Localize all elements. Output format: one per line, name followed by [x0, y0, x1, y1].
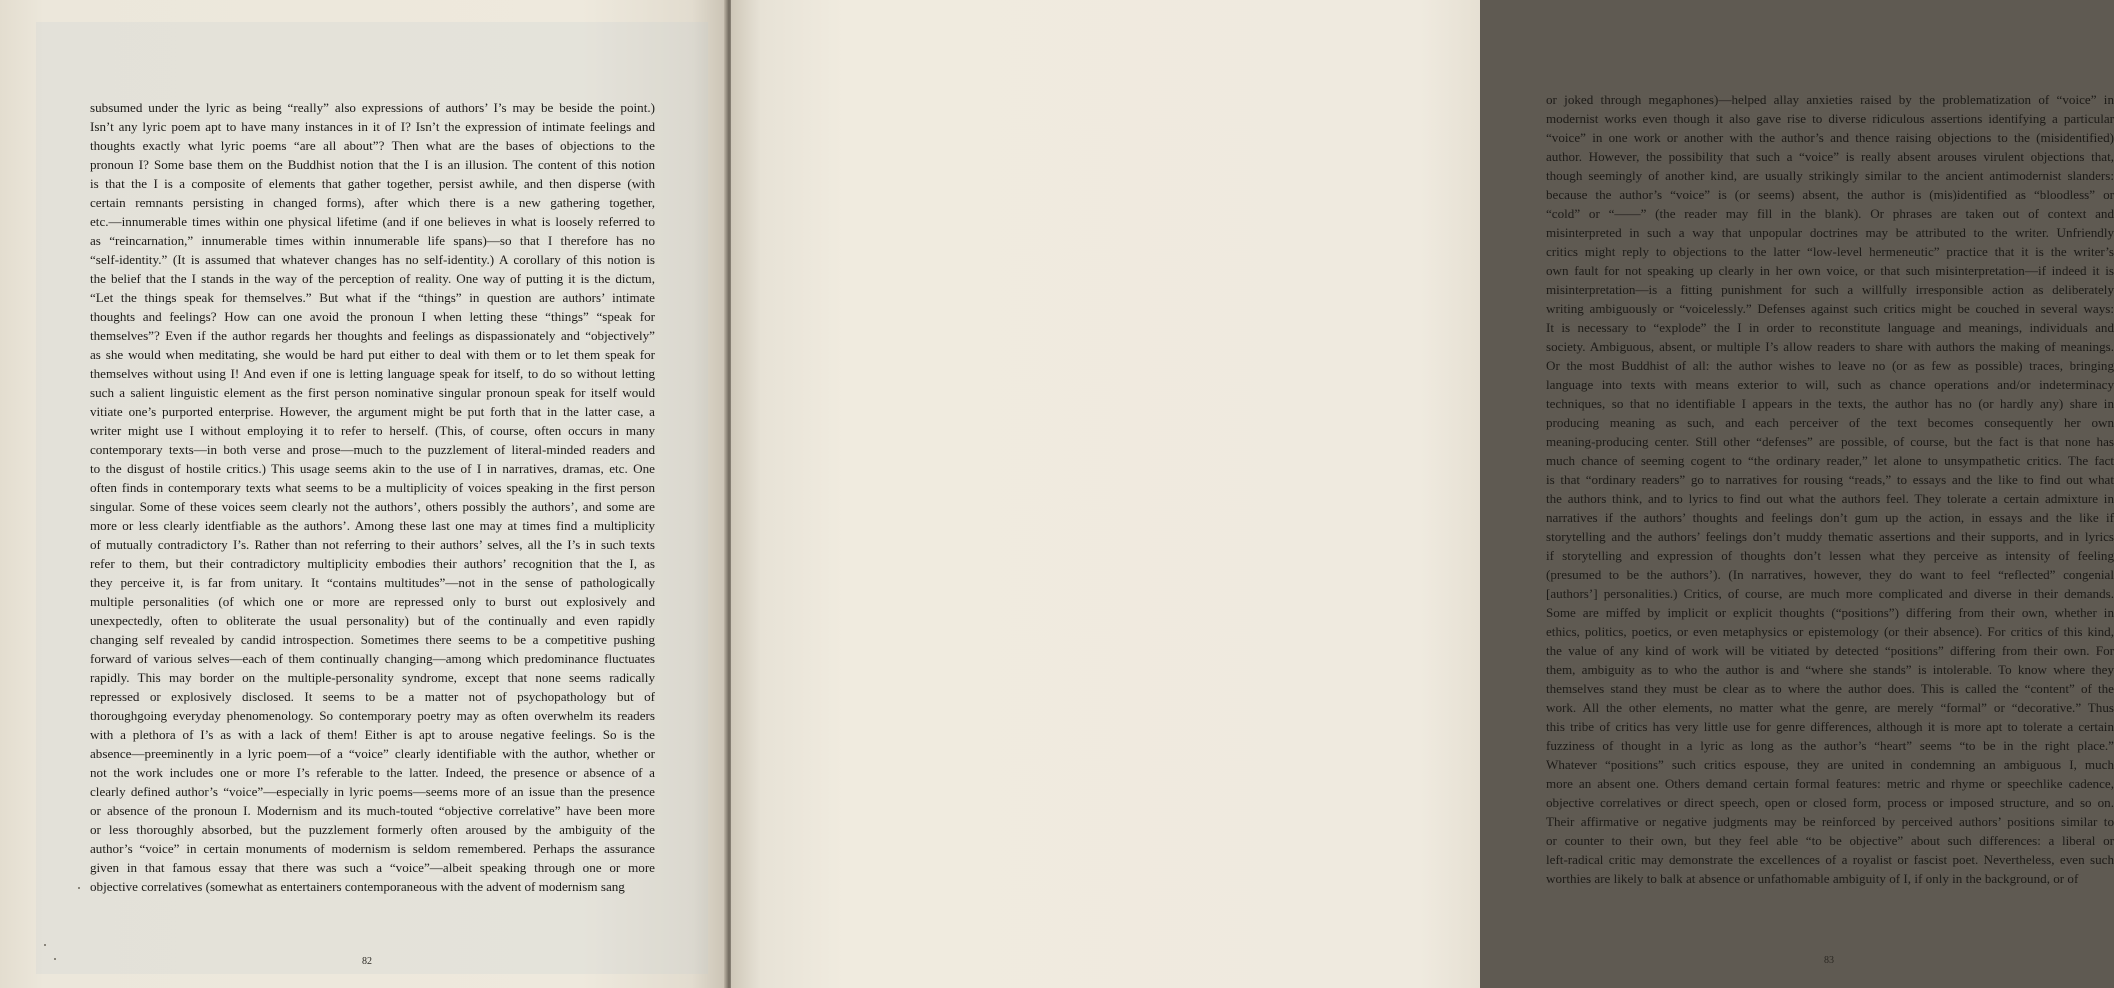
text-line: changing self revealed by candid introspection. Sometimes there seems to be a competitive pushing: [90, 632, 655, 647]
text-line: or counter to their own, but they feel able “to be objective” about such differences: a liberal or: [1546, 833, 2114, 848]
text-line: own fault for not speaking up clearly in her own voice, or that such misinterpretation—if indeed it is: [1546, 263, 2114, 278]
text-line: as “reincarnation,” innumerable times within innumerable life spans)—so that I therefore has no: [90, 233, 655, 248]
text-line: misinterpreted in such a way that unpopular doctrines may be attributed to the writer. Unfriendly: [1546, 225, 2114, 240]
text-line: writer might use I without employing it to refer to herself. (This, of course, often occurs in many: [90, 423, 655, 438]
text-line: they perceive it, is far from unitary. It “contains multitudes”—not in the sense of pathologically: [90, 575, 655, 590]
text-line: repressed or explosively disclosed. It seems to be a matter not of psychopathology but of: [90, 689, 655, 704]
text-line: thoroughgoing everyday phenomenology. So contemporary poetry may as often overwhelm its readers: [90, 708, 655, 723]
right-page-body: [1546, 90, 2114, 888]
text-line: the belief that the I stands in the way of the perception of reality. One way of putting it is the dictum,: [90, 271, 655, 286]
text-line: objective correlatives (somewhat as entertainers contemporaneous with the advent of modernism sang: [90, 879, 625, 894]
text-line: subsumed under the lyric as being “really” also expressions of authors’ I’s may be beside the point.): [90, 100, 655, 115]
text-line: themselves without using I! And even if one is letting language speak for itself, to do so without letting: [90, 366, 655, 381]
text-line: or absence of the pronoun I. Modernism and its much-touted “objective correlative” have been more: [90, 803, 655, 818]
text-line: producing meaning as such, and each perceiver of the text becomes consequently her own: [1546, 415, 2114, 430]
page-number-left: 82: [362, 956, 372, 967]
text-line: often finds in contemporary texts what seems to be a multiplicity of voices speaking in the first person: [90, 480, 655, 495]
text-line: or joked through megaphones)—helped allay anxieties raised by the problematization of “voice” in: [1546, 92, 2114, 107]
text-line: critics might reply to objections to the latter “low-level hermeneutic” practice that it is the writer’s: [1546, 244, 2114, 259]
page-number-right: 83: [1824, 955, 1834, 966]
text-line: meaning-producing center. Still other “defenses” are possible, of course, but the fact is that none has: [1546, 434, 2114, 449]
text-line: contemporary texts—in both verse and prose—much to the puzzlement of literal-minded readers and: [90, 442, 655, 457]
text-line: refer to them, but their contradictory multiplicity embodies their authors’ recognition that the I, as: [90, 556, 655, 571]
text-line: themselves stand they must be clear as to where the author does. This is called the “content” of the: [1546, 681, 2114, 696]
text-line: clearly defined author’s “voice”—especially in lyric poems—seems more of an issue than the presence: [90, 784, 655, 799]
text-line: narratives if the authors’ thoughts and feelings don’t gum up the action, in essays and the like if: [1546, 510, 2114, 525]
text-line: etc.—innumerable times within one physical lifetime (and if one believes in what is loosely referred to: [90, 214, 655, 229]
text-line: objective correlatives or direct speech, open or closed form, process or imposed structure, and so on.: [1546, 795, 2114, 810]
text-line: is that “ordinary readers” go to narratives for rousing “reads,” to essays and the like to find out what: [1546, 472, 2114, 487]
text-line: forward of various selves—each of them continually changing—among which predominance fluctuates: [90, 651, 655, 666]
text-line: singular. Some of these voices seem clearly not the authors’, others possibly the authors’, and some are: [90, 499, 655, 514]
text-line: because the author’s “voice” is (or seems) absent, the author is (mis)identified as “bloodless” or: [1546, 187, 2114, 202]
text-line: modernist works even though it also gave rise to diverse ridiculous assertions identifying a particular: [1546, 111, 2114, 126]
text-line: [authors’] personalities.) Critics, of course, are much more complicated and diverse in their demands.: [1546, 586, 2114, 601]
text-line: society. Ambiguous, absent, or multiple I’s allow readers to share with authors the making of meanings.: [1546, 339, 2114, 354]
text-line: ethics, politics, poetics, or even metaphysics or epistemology (or their absence). For critics of this kind,: [1546, 624, 2114, 639]
text-line: this tribe of critics has very little use for genre differences, although it is more apt to tolerate a certain: [1546, 719, 2114, 734]
text-line: misinterpretation—is a fitting punishment for such a willfully irresponsible action as deliberately: [1546, 282, 2114, 297]
text-line: certain remnants persisting in changed forms), after which there is a new gathering together,: [90, 195, 655, 210]
text-line: absence—preeminently in a lyric poem—of a “voice” clearly identifiable with the author, whether or: [90, 746, 655, 761]
text-line: more or less clearly identfiable as the authors’. Among these last one may at times find a multiplicity: [90, 518, 655, 533]
text-line: Isn’t any lyric poem apt to have many instances in it of I? Isn’t the expression of intimate feelings and: [90, 119, 655, 134]
text-line: if storytelling and expression of thoughts don’t lessen what they perceive as intensity of feeling: [1546, 548, 2114, 563]
text-line: such a salient linguistic element as the first person nominative singular pronoun speak for itself would: [90, 385, 655, 400]
left-page: [0, 0, 728, 988]
text-line: Or the most Buddhist of all: the author wishes to leave no (or as few as possible) traces, bringing: [1546, 358, 2114, 373]
text-line: storytelling and the authors’ feelings don’t muddy thematic assertions and their supports, and in lyrics: [1546, 529, 2114, 544]
right-page: [731, 0, 2114, 988]
text-line: language into texts with means exterior to will, such as chance operations and/or indeterminacy: [1546, 377, 2114, 392]
text-line: “Let the things speak for themselves.” But what if the “things” in question are authors’ intimate: [90, 290, 655, 305]
text-line: of mutually contradictory I’s. Rather than not referring to their authors’ selves, all the I’s in such texts: [90, 537, 655, 552]
text-line: themselves”? Even if the author regards her thoughts and feelings as dispassionately and “objectively”: [90, 328, 655, 343]
text-line: them, ambiguity as to who the author is and “where she stands” is intolerable. To know where they: [1546, 662, 2114, 677]
text-line: unexpectedly, often to obliterate the usual personality) but of the continually and even rapidly: [90, 613, 655, 628]
paper-speck: [54, 958, 56, 960]
text-line: more an absent one. Others demand certain formal features: metric and rhyme or speechlike cadence,: [1546, 776, 2114, 791]
paper-speck: [44, 944, 46, 946]
text-line: multiple personalities (of which one or more are repressed only to burst out explosively and: [90, 594, 655, 609]
text-line: thoughts exactly what lyric poems “are all about”? Then what are the bases of objections to the: [90, 138, 655, 153]
text-line: Some are miffed by implicit or explicit thoughts (“positions”) differing from their own, whether in: [1546, 605, 2114, 620]
text-line: fuzziness of thought in a lyric as long as the author’s “heart” seems “to be in the right place.”: [1546, 738, 2114, 753]
text-line: or less thoroughly absorbed, but the puzzlement formerly often aroused by the ambiguity of the: [90, 822, 655, 837]
text-line: pronoun I? Some base them on the Buddhist notion that the I is an illusion. The content of this notion: [90, 157, 655, 172]
text-line: worthies are likely to balk at absence or unfathomable ambiguity of I, if only in the background, or of: [1546, 871, 2079, 886]
text-line: writing ambiguously or “voicelessly.” Defenses against such critics might be couched in several ways:: [1546, 301, 2114, 316]
text-line: techniques, so that no identifiable I appears in the texts, the author has no (or hardly any) share in: [1546, 396, 2114, 411]
text-line: “cold” or “——” (the reader may fill in the blank). Or phrases are taken out of context and: [1546, 206, 2114, 221]
text-line: not the work includes one or more I’s referable to the latter. Indeed, the presence or absence of a: [90, 765, 655, 780]
text-line: left-radical critic may demonstrate the excellences of a royalist or fascist poet. Nevertheless, even such: [1546, 852, 2114, 867]
text-line: the value of any kind of work will be vitiated by detected “positions” differing from their own. For: [1546, 643, 2114, 658]
text-line: is that the I is a composite of elements that gather together, persist awhile, and then disperse (with: [90, 176, 655, 191]
text-line: as she would when meditating, she would be hard put either to deal with them or to let them speak for: [90, 347, 655, 362]
text-line: Whatever “positions” such critics espouse, they are united in condemning an ambiguous I, much: [1546, 757, 2114, 772]
paper-speck: [78, 887, 80, 889]
text-line: thoughts and feelings? How can one avoid the pronoun I when letting these “things” “speak for: [90, 309, 655, 324]
text-line: rapidly. This may border on the multiple-personality syndrome, except that none seems radically: [90, 670, 655, 685]
text-line: vitiate one’s purported enterprise. However, the argument might be put forth that in the latter case, a: [90, 404, 655, 419]
text-line: work. All the other elements, no matter what the genre, are merely “formal” or “decorative.” Thus: [1546, 700, 2114, 715]
text-line: given in that famous essay that there was such a “voice”—albeit speaking through one or more: [90, 860, 655, 875]
text-line: “self-identity.” (It is assumed that whatever changes has no self-identity.) A corollary of this notion is: [90, 252, 655, 267]
text-line: much chance of seeming cogent to “the ordinary reader,” let alone to unsympathetic critics. The fact: [1546, 453, 2114, 468]
text-line: author. However, the possibility that such a “voice” is really absent arouses virulent objections that,: [1546, 149, 2114, 164]
text-line: (presumed to be the authors’). (In narratives, however, they do want to feel “reflected” congenial: [1546, 567, 2114, 582]
text-line: Their affirmative or negative judgments may be reinforced by perceived authors’ positions similar to: [1546, 814, 2114, 829]
left-page-body: [90, 98, 655, 896]
text-line: to the disgust of hostile critics.) This usage seems akin to the use of I in narratives, dramas, etc. One: [90, 461, 655, 476]
text-line: the authors think, and to lyrics to find out what the authors feel. They tolerate a certain admixture in: [1546, 491, 2114, 506]
text-line: though seemingly of another kind, are usually strikingly similar to the ancient antimodernist slanders:: [1546, 168, 2114, 183]
text-line: “voice” in one work or another with the author’s and thence raising objections to the (misidentified): [1546, 130, 2114, 145]
text-line: It is necessary to “explode” the I in order to reconstitute language and meanings, individuals and: [1546, 320, 2114, 335]
text-line: author’s “voice” in certain monuments of modernism is seldom remembered. Perhaps the assurance: [90, 841, 655, 856]
text-line: with a plethora of I’s as with a lack of them! Either is apt to arouse negative feelings. So is the: [90, 727, 655, 742]
